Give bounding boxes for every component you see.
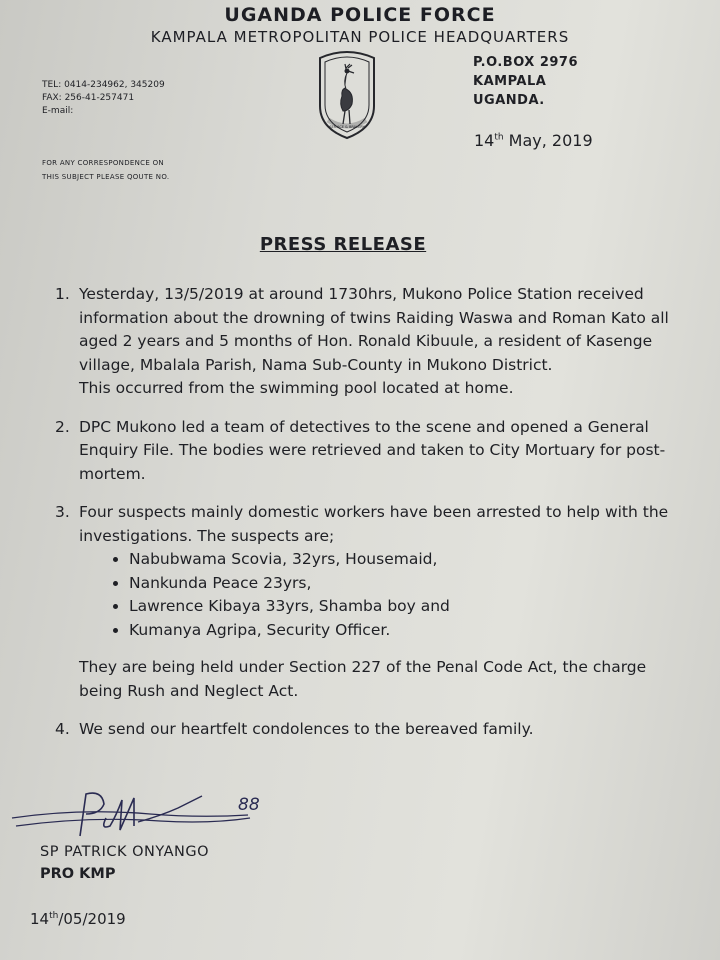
letter-date: 14th May, 2019	[474, 131, 593, 150]
contact-block	[42, 79, 165, 118]
unit-heading: KAMPALA METROPOLITAN POLICE HEADQUARTERS	[150, 28, 570, 46]
list-item: • Lawrence Kibaya 33yrs, Shamba boy and	[129, 595, 675, 619]
handwritten-signature	[10, 788, 270, 850]
page-title: PRESS RELEASE	[259, 234, 427, 255]
paragraph-1: 1. Yesterday, 13/5/2019 at around 1730hrs, Mukono Police Station received information about the drowning of twins Raiding Waswa and Roman Kato all aged 2 years and 5 months of Hon. Ronald Kibuule, a resident of Kasenge village, Mbalala Parish, Nama Sub-County in Mukono District. This occurred from the swimming pool located at home.	[55, 285, 669, 397]
po-box: P.O.BOX 2976	[473, 55, 579, 70]
correspondence-note: FOR ANY CORRESPONDENCE ON THIS SUBJECT PLEASE QOUTE NO.	[42, 159, 170, 181]
release-body	[55, 283, 675, 757]
list-item: • Nankunda Peace 23yrs,	[129, 572, 675, 596]
list-item: • Nabubwama Scovia, 32yrs, Housemaid,	[129, 548, 675, 572]
tel-line: TEL: 0414-234962, 345209	[42, 80, 165, 90]
police-crest-emblem	[312, 48, 382, 140]
paragraph-3: 3. Four suspects mainly domestic workers have been arrested to help with the investigations. The suspects are; • Nabubwama Scovia, 32yrs, Housemaid, • Nankunda Peace 23yrs, • Lawrence Kibaya 33yrs, Shamba boy and • Kumanya Agripa, Security Officer. They are being held under Section 227 of the Penal Code Act, the charge being Rush and Neglect Act.	[55, 501, 675, 703]
paragraph-2: 2. DPC Mukono led a team of detectives to the scene and opened a General Enquiry File. The bodies were retrieved and taken to City Mortuary for post-mortem.	[55, 417, 666, 483]
paragraph-4: 4. We send our heartfelt condolences to the bereaved family.	[55, 720, 534, 738]
fax-line: FAX: 256-41-257471	[42, 93, 135, 103]
email-line: E-mail:	[42, 106, 74, 116]
suspect-list	[79, 548, 675, 642]
org-heading: UGANDA POLICE FORCE	[224, 4, 496, 26]
address-country: UGANDA.	[473, 93, 545, 108]
address-city: KAMPALA	[473, 74, 547, 89]
signatory-position: PRO KMP	[40, 866, 116, 882]
charge-note: They are being held under Section 227 of the Penal Code Act, the charge being Rush and Neglect Act.	[79, 658, 647, 700]
signatory-name: SP PATRICK ONYANGO	[40, 844, 210, 860]
address-block	[473, 53, 578, 110]
signature-date: 14th/05/2019	[30, 910, 126, 928]
crest-motto: SERVICE & BRAVERY	[329, 125, 365, 129]
list-item: • Kumanya Agripa, Security Officer.	[129, 619, 675, 643]
svg-text:88: 88	[238, 795, 260, 815]
